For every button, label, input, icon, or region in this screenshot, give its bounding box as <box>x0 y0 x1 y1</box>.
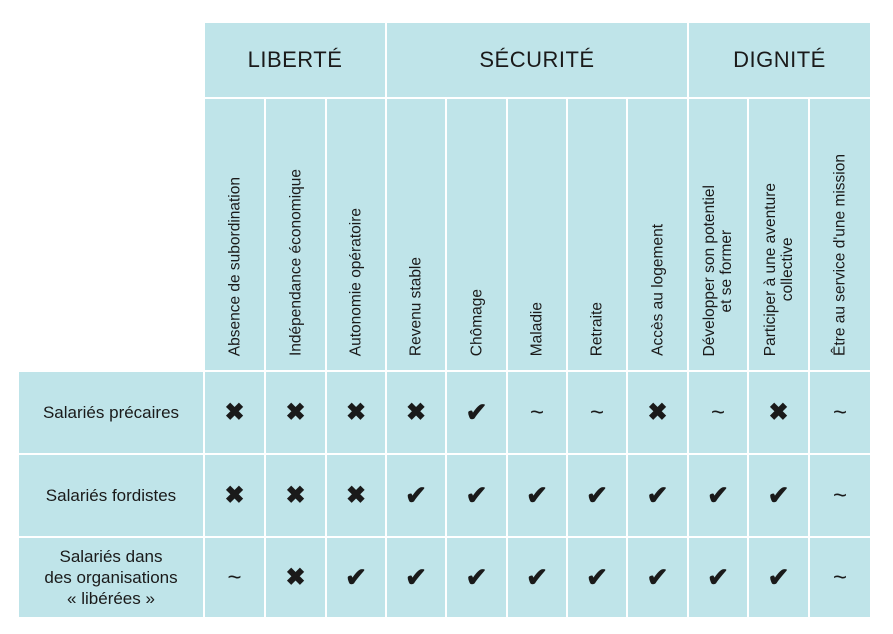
check-mark: ✔ <box>628 538 687 617</box>
row-label: Salariés précaires <box>19 372 203 453</box>
cross-mark: ✖ <box>628 372 687 453</box>
tilde-mark: ~ <box>810 372 870 453</box>
tilde-mark: ~ <box>810 538 870 617</box>
check-mark: ✔ <box>628 455 687 536</box>
column-header-label: Revenu stable <box>407 256 425 356</box>
row-label: Salariés dans des organisations « libérées » <box>19 538 203 617</box>
column-header <box>628 99 687 370</box>
group-header: LIBERTÉ <box>205 23 385 97</box>
column-header <box>205 99 264 370</box>
cross-mark: ✖ <box>749 372 808 453</box>
check-mark: ✔ <box>689 455 747 536</box>
column-header <box>266 99 325 370</box>
group-header: DIGNITÉ <box>689 23 870 97</box>
tilde-mark: ~ <box>568 372 626 453</box>
cross-mark: ✖ <box>266 372 325 453</box>
check-mark: ✔ <box>508 455 566 536</box>
cross-mark: ✖ <box>327 455 385 536</box>
column-header <box>387 99 445 370</box>
column-header-label: Autonomie opératoire <box>347 207 365 356</box>
cross-mark: ✖ <box>266 538 325 617</box>
column-header <box>749 99 808 370</box>
cross-mark: ✖ <box>327 372 385 453</box>
tilde-mark: ~ <box>689 372 747 453</box>
check-mark: ✔ <box>387 538 445 617</box>
check-mark: ✔ <box>749 538 808 617</box>
check-mark: ✔ <box>568 538 626 617</box>
cross-mark: ✖ <box>387 372 445 453</box>
tilde-mark: ~ <box>810 455 870 536</box>
check-mark: ✔ <box>568 455 626 536</box>
column-header <box>810 99 870 370</box>
column-header-label: Être au service d'une mission <box>831 154 849 356</box>
check-mark: ✔ <box>447 455 506 536</box>
cross-mark: ✖ <box>205 372 264 453</box>
check-mark: ✔ <box>508 538 566 617</box>
group-header: SÉCURITÉ <box>387 23 687 97</box>
check-mark: ✔ <box>327 538 385 617</box>
column-header-label: Retraite <box>588 301 606 356</box>
tilde-mark: ~ <box>205 538 264 617</box>
column-header <box>689 99 747 370</box>
column-header-label: Accès au logement <box>649 224 666 356</box>
check-mark: ✔ <box>447 372 506 453</box>
check-mark: ✔ <box>689 538 747 617</box>
cross-mark: ✖ <box>266 455 325 536</box>
check-mark: ✔ <box>387 455 445 536</box>
column-header-label: Chômage <box>468 288 485 356</box>
check-mark: ✔ <box>447 538 506 617</box>
column-header <box>447 99 506 370</box>
column-header-label: Participer à une aventure collective <box>761 182 796 356</box>
check-mark: ✔ <box>749 455 808 536</box>
column-header <box>508 99 566 370</box>
column-header <box>327 99 385 370</box>
row-label: Salariés fordistes <box>19 455 203 536</box>
column-header <box>568 99 626 370</box>
tilde-mark: ~ <box>508 372 566 453</box>
column-header-label: Absence de subordination <box>226 176 243 356</box>
column-header-label: Indépendance économique <box>287 168 304 356</box>
column-header-label: Maladie <box>528 301 546 356</box>
cross-mark: ✖ <box>205 455 264 536</box>
column-header-label: Développer son potentiel et se former <box>701 184 735 356</box>
